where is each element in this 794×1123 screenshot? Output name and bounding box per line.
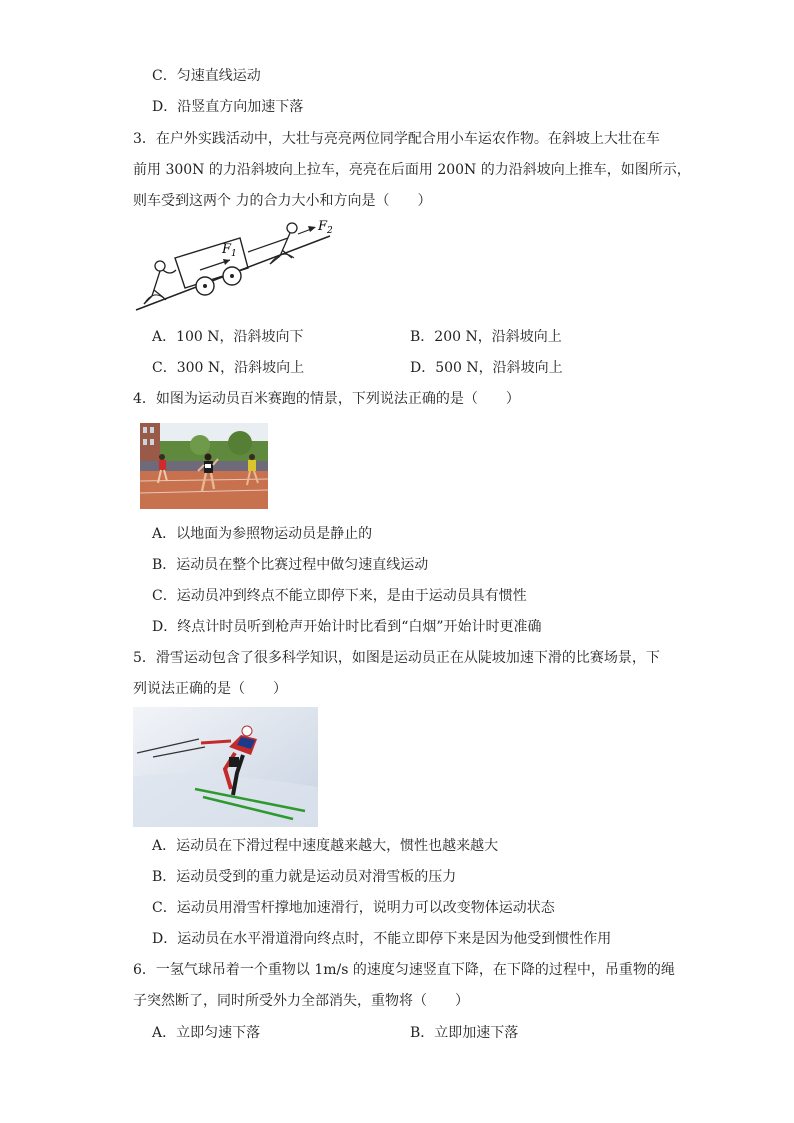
q5-line-1: 5．滑雪运动包含了很多科学知识，如图是运动员正在从陡坡加速下滑的比赛场景，下 bbox=[133, 650, 660, 666]
q5-option-d: D．运动员在水平滑道滑向终点时，不能立即停下来是因为他受到惯性作用 bbox=[152, 931, 612, 947]
q4-option-a: A．以地面为参照物运动员是静止的 bbox=[152, 526, 373, 542]
option-c-prev: C．匀速直线运动 bbox=[152, 68, 261, 84]
f1-label: $F_1$ bbox=[222, 242, 237, 259]
q5-line-2: 列说法正确的是（ ） bbox=[133, 681, 287, 697]
q3-line-3: 则车受到这两个 力的合力大小和方向是（ ） bbox=[133, 193, 432, 209]
q3-option-d: D．500 N，沿斜坡向上 bbox=[410, 360, 563, 376]
q5-option-c: C．运动员用滑雪杆撑地加速滑行，说明力可以改变物体运动状态 bbox=[152, 900, 555, 916]
q5-option-b: B．运动员受到的重力就是运动员对滑雪板的压力 bbox=[152, 869, 457, 885]
pusher-head bbox=[155, 261, 165, 271]
q3-line-2: 前用 300N 的力沿斜坡向上拉车，亮亮在后面用 200N 的力沿斜坡向上推车，如图所示， bbox=[133, 162, 691, 178]
q4-option-b: B．运动员在整个比赛过程中做匀速直线运动 bbox=[152, 557, 429, 573]
q4-option-d: D．终点计时员听到枪声开始计时比看到“白烟”开始计时更准确 bbox=[152, 619, 542, 635]
slope-cart-figure bbox=[130, 218, 340, 318]
q6-line-1: 6．一氢气球吊着一个重物以 1m/s 的速度匀速竖直下降，在下降的过程中，吊重物的绳 bbox=[133, 962, 675, 978]
q6-option-b: B．立即加速下落 bbox=[410, 1025, 519, 1041]
q3-option-b: B．200 N，沿斜坡向上 bbox=[410, 329, 562, 345]
f2-label: $F_2$ bbox=[318, 219, 333, 236]
q4-line: 4．如图为运动员百米赛跑的情景，下列说法正确的是（ ） bbox=[133, 391, 520, 407]
q6-option-a: A．立即匀速下落 bbox=[152, 1025, 261, 1041]
sprint-race-photo bbox=[140, 423, 268, 509]
option-d-prev: D．沿竖直方向加速下落 bbox=[152, 99, 304, 115]
q6-line-2: 子突然断了，同时所受外力全部消失，重物将（ ） bbox=[133, 993, 469, 1009]
q5-option-a: A．运动员在下滑过程中速度越来越大，惯性也越来越大 bbox=[152, 838, 499, 854]
puller-head bbox=[287, 223, 297, 233]
q3-line-1: 3．在户外实践活动中，大壮与亮亮两位同学配合用小车运农作物。在斜坡上大壮在车 bbox=[133, 131, 660, 147]
skiing-photo bbox=[133, 707, 318, 827]
q3-option-c: C．300 N，沿斜坡向上 bbox=[152, 360, 305, 376]
q3-option-a: A．100 N，沿斜坡向下 bbox=[152, 329, 304, 345]
q4-option-c: C．运动员冲到终点不能立即停下来，是由于运动员具有惯性 bbox=[152, 588, 527, 604]
